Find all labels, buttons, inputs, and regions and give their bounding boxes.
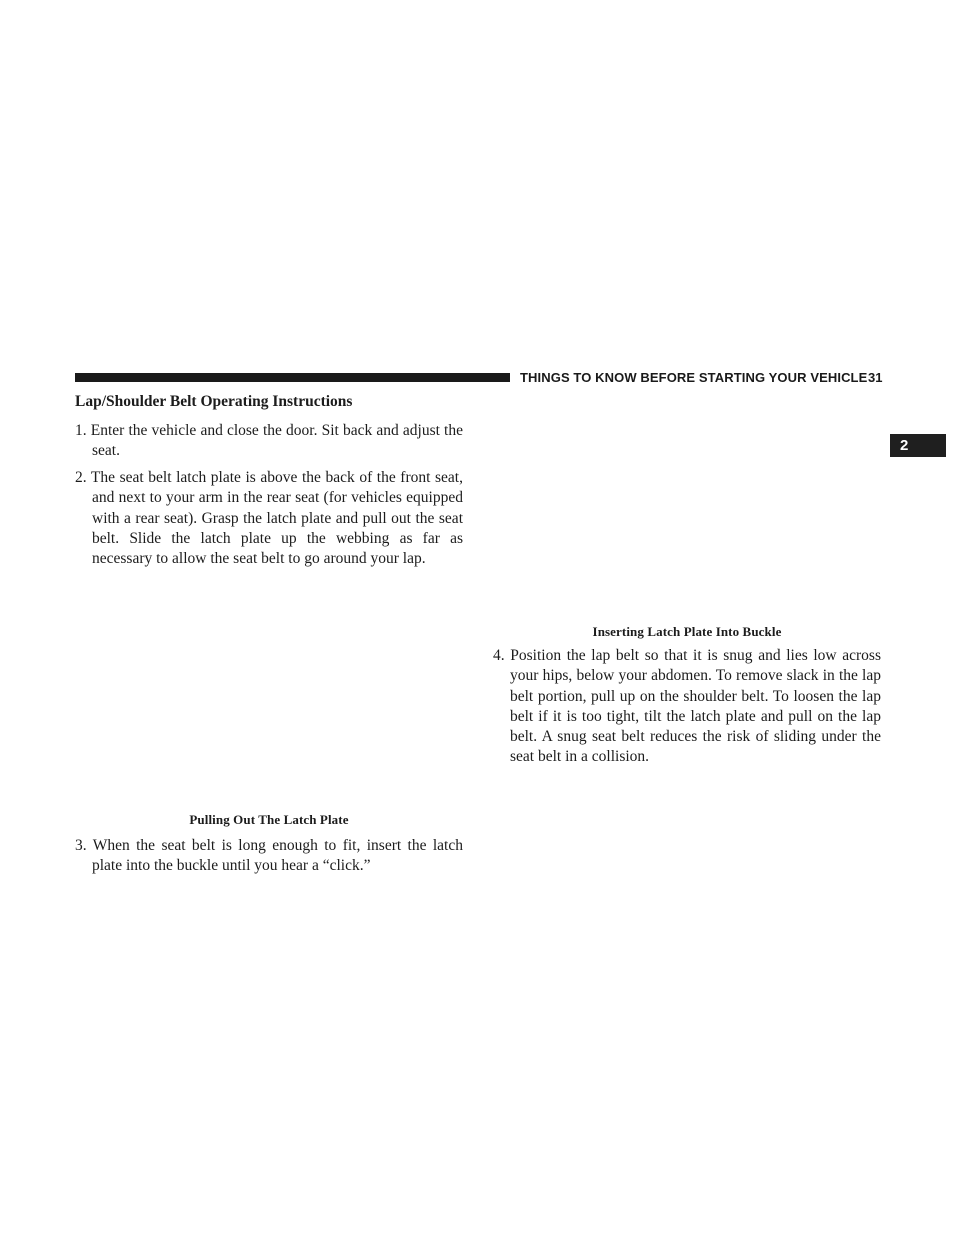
figure-caption-left: Pulling Out The Latch Plate [189, 812, 349, 827]
figure-pulling-latch-plate [75, 595, 463, 803]
header-rule [75, 373, 510, 382]
step-2: 2. The seat belt latch plate is above the back of the front seat, and next to your arm in the rear seat (for vehicles equipped with a rear seat). Grasp the latch plate and pull out the seat belt. Slide the latch plate up the webbing as far as necessary to allow the seat belt to go around your lap. [75, 469, 463, 568]
step-1: 1. Enter the vehicle and close the door. Sit back and adjust the seat. [75, 422, 463, 460]
page-number: 31 [868, 370, 883, 385]
step-3: 3. When the seat belt is long enough to fit, insert the latch plate into the buckle until you hear a “click.” [75, 837, 463, 875]
step-4: 4. Position the lap belt so that it is snug and lies low across your hips, below your abdomen. To remove slack in the lap belt portion, pull up on the shoulder belt. To loosen the lap belt if it is too tight, tilt the latch plate and pull on the lap belt. A snug seat belt reduces the risk of sliding under the seat belt in a collision. [493, 647, 881, 766]
section-heading: Lap/Shoulder Belt Operating Instructions [75, 393, 353, 410]
running-header-title: THINGS TO KNOW BEFORE STARTING YOUR VEHICLE [520, 370, 868, 385]
figure-caption-right: Inserting Latch Plate Into Buckle [592, 624, 782, 639]
chapter-tab[interactable]: 2 [890, 434, 946, 457]
figure-inserting-latch-plate [493, 395, 881, 615]
